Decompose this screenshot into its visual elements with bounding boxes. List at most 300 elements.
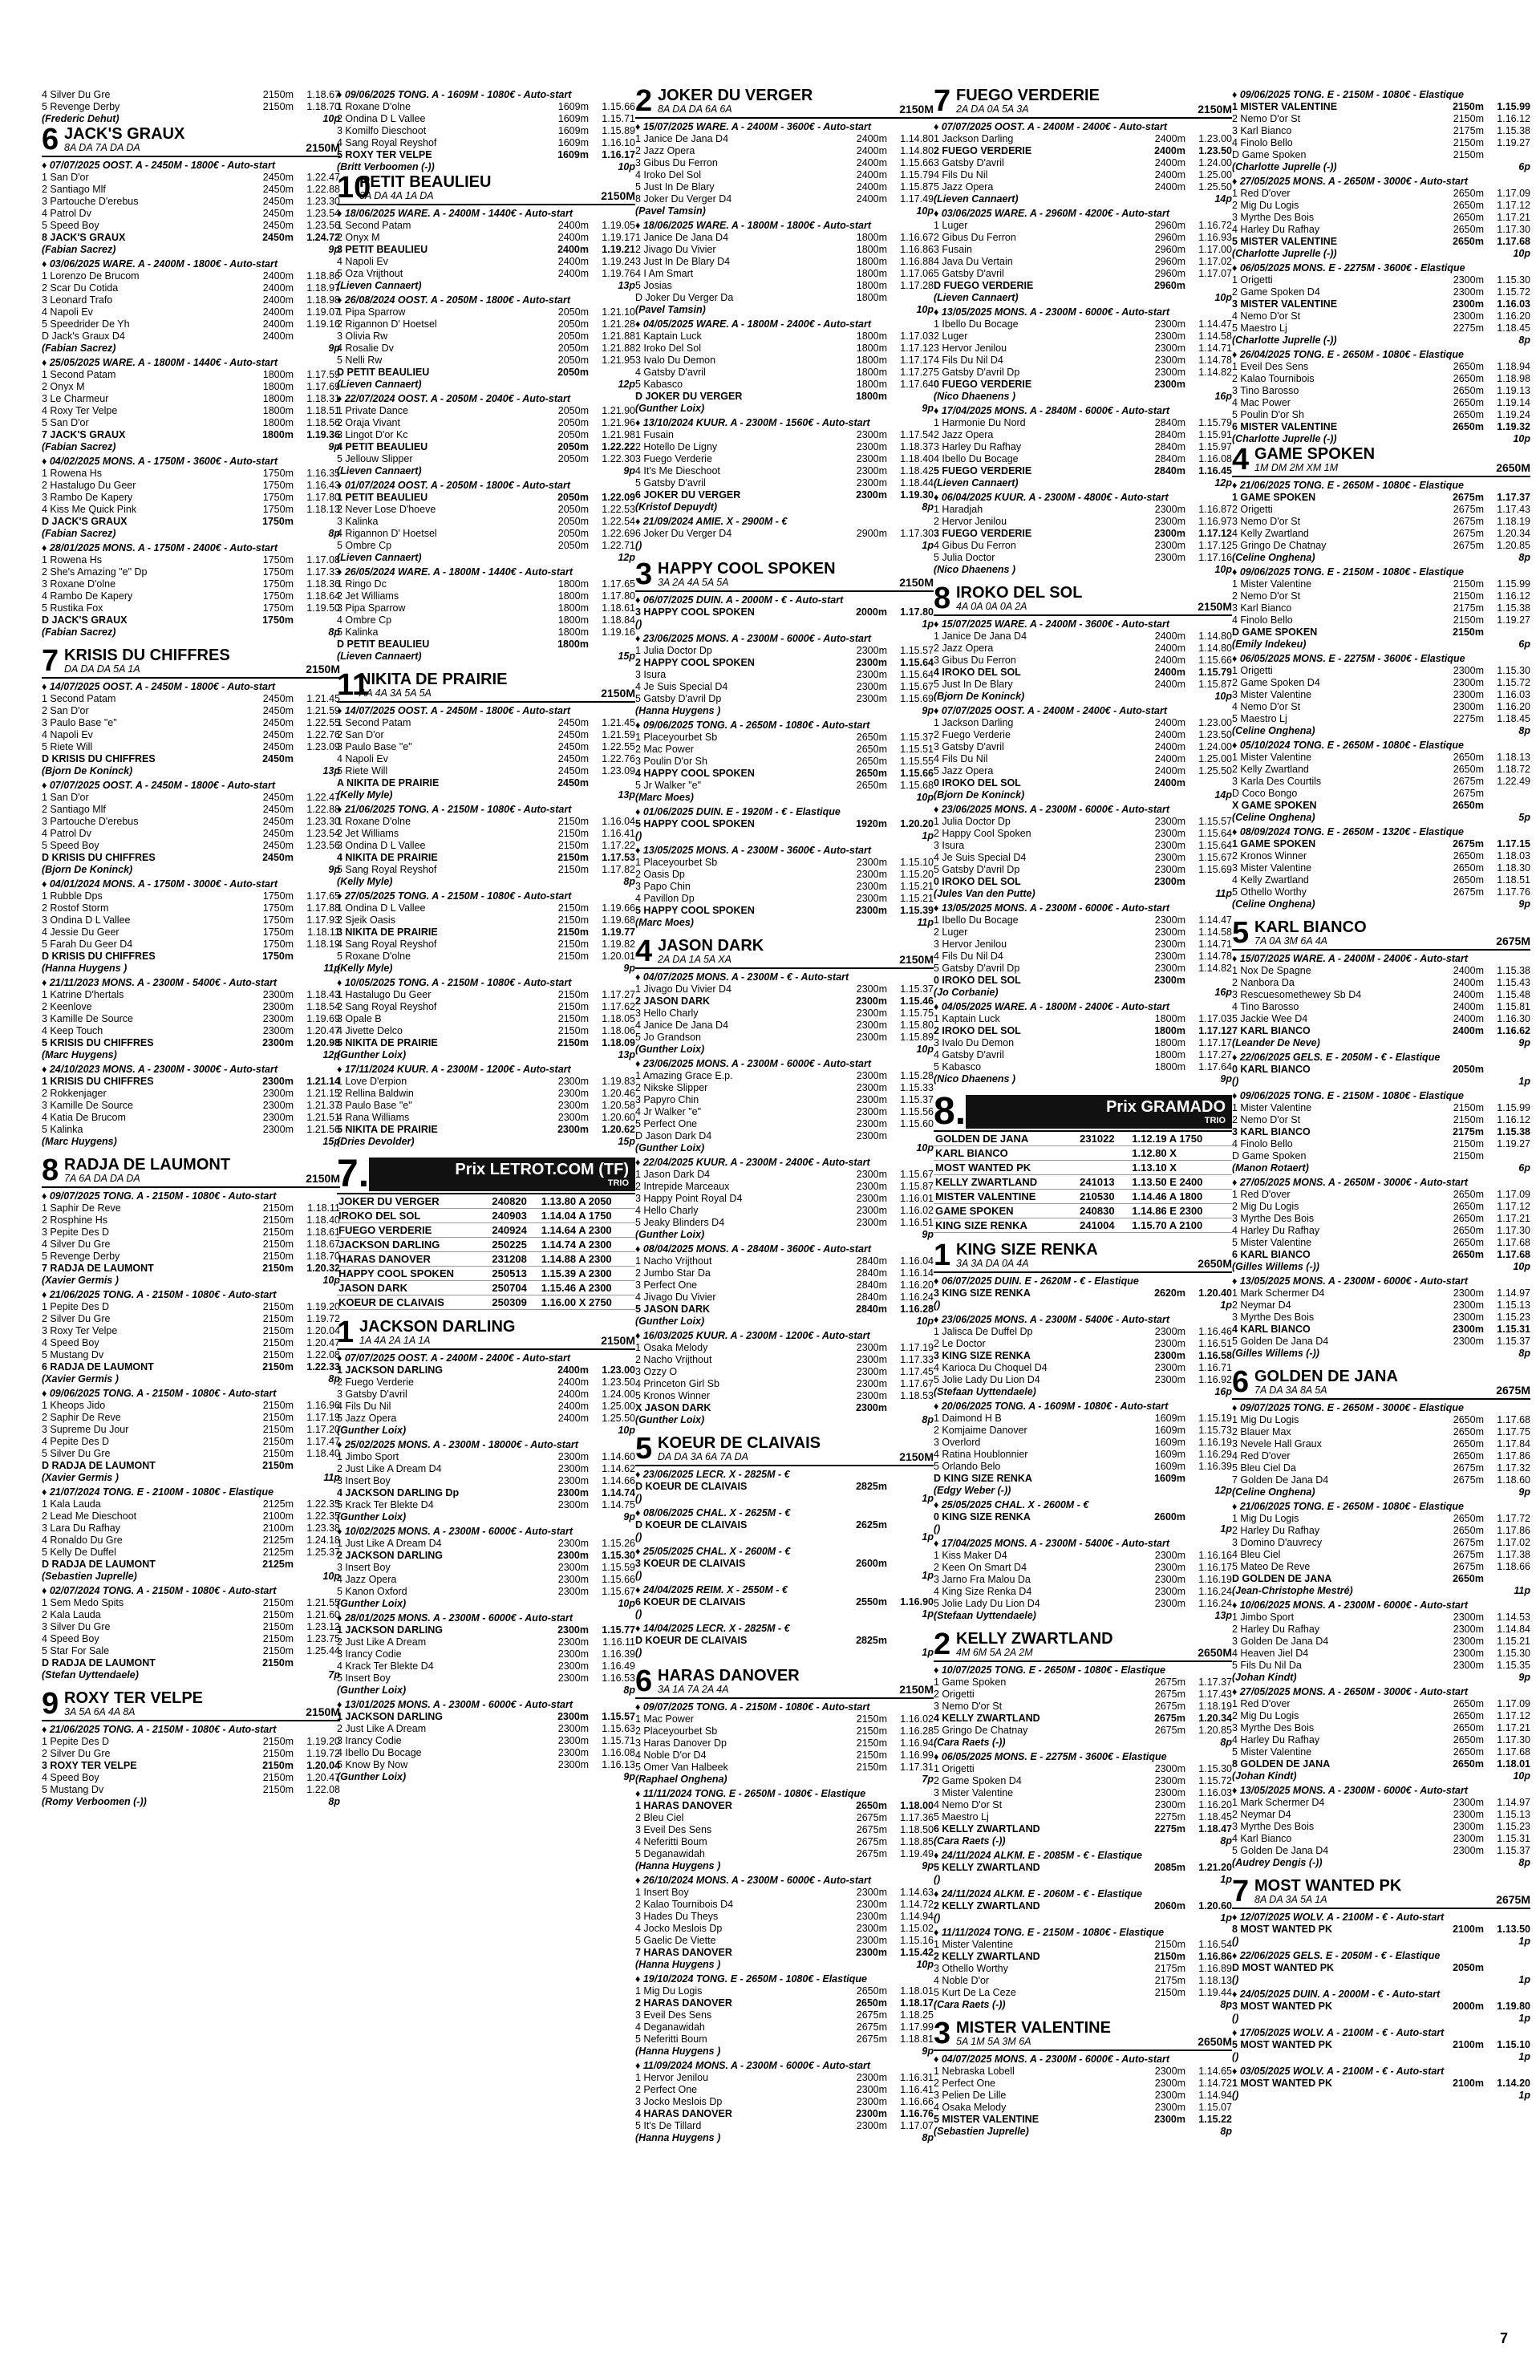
result-time: 1.19.21 — [602, 244, 635, 255]
driver-name: (Gunther Loix) — [635, 1414, 705, 1425]
result-row — [934, 453, 1232, 465]
result-row — [42, 1784, 340, 1796]
result-row — [1232, 590, 1530, 602]
result-distance: 2150m — [262, 101, 294, 112]
result-distance: 2650m — [1453, 188, 1484, 199]
result-distance: 2600m — [1154, 1511, 1185, 1522]
result-time — [887, 391, 934, 403]
result-horse: 3 Papyro Chin — [635, 1094, 699, 1105]
driver-name: (Jules Van den Putte) — [934, 888, 1035, 899]
result-time: 1.15.64 — [900, 669, 934, 680]
result-row — [934, 133, 1232, 145]
result-horse: 5 Jr Walker "e" — [635, 780, 702, 791]
race-block — [934, 1538, 1232, 1622]
result-distance: 2150m — [1453, 101, 1484, 112]
result-horse: 2 Rellina Baldwin — [337, 1088, 414, 1099]
driver-name: (Lieven Cannaert) — [337, 379, 422, 390]
result-distance: 2650m — [1453, 1201, 1484, 1212]
prize-count: 16p — [1214, 1386, 1232, 1397]
race-block — [42, 1190, 340, 1287]
result-distance: 2150m — [262, 1609, 294, 1620]
result-row — [1232, 689, 1530, 701]
result-time: 1.15.37 — [1497, 1336, 1530, 1347]
result-horse: 4 Gibus Du Ferron — [934, 540, 1016, 551]
driver-name: (Lieven Cannaert) — [337, 280, 422, 291]
driver-name: (Celine Onghena) — [1232, 552, 1315, 563]
result-time — [1484, 800, 1530, 812]
result-distance: 2300m — [856, 857, 887, 868]
race-block — [635, 1546, 934, 1582]
horse-number: 3 — [635, 557, 653, 591]
result-time: 1.17.06 — [900, 268, 934, 279]
race-header: ♦ 23/06/2025 MONS. A - 2300M - 6000€ - Auto-start — [934, 804, 1232, 816]
result-horse: 5 Jeaky Blinders D4 — [635, 1217, 725, 1228]
result-time: 1.18.13 — [1497, 752, 1530, 763]
result-row — [934, 914, 1232, 926]
result-distance: 2650m — [1453, 1414, 1484, 1425]
race-header: ♦ 09/06/2025 TONG. E - 2150M - 1080€ - Elastique — [1232, 566, 1530, 578]
result-horse: 4 Rigannon D' Hoetsel — [337, 528, 437, 539]
result-row — [934, 1939, 1232, 1951]
result-time: 1.15.79 — [1198, 667, 1232, 678]
result-row — [1232, 212, 1530, 224]
result-time: 1.16.49 — [602, 1660, 635, 1672]
result-horse: 1 Eveil Des Sens — [1232, 361, 1309, 372]
result-time: 1.15.30 — [1497, 1648, 1530, 1659]
race-header: ♦ 13/05/2025 MONS. A - 2300M - 6000€ - Auto-start — [934, 902, 1232, 914]
race-footer — [934, 691, 1232, 703]
result-distance: 2300m — [1154, 963, 1185, 974]
driver-name: (Fabian Sacrez) — [42, 441, 116, 452]
result-distance: 2100m — [1453, 2039, 1484, 2050]
driver-name: (Edgy Weber (-)) — [934, 1485, 1011, 1496]
horse-name: IROKO DEL SOL — [956, 584, 1083, 602]
result-horse: 1 Ringo Dc — [337, 578, 387, 590]
race-header: ♦ 11/11/2024 TONG. E - 2150M - 1080€ - Elastique — [934, 1927, 1232, 1939]
result-row — [42, 816, 340, 828]
horse-name: KELLY ZWARTLAND — [956, 1630, 1113, 1648]
result-row — [934, 1037, 1232, 1049]
result-row — [934, 951, 1232, 963]
result-row — [42, 1361, 340, 1373]
result-row — [635, 681, 934, 693]
result-distance: 2675m — [1453, 504, 1484, 515]
result-distance: 2675m — [1453, 492, 1484, 503]
result-time: 1.18.06 — [602, 1025, 635, 1036]
result-row — [42, 1088, 340, 1100]
race-block — [1232, 740, 1530, 824]
result-row — [337, 753, 635, 765]
race-header: ♦ 21/09/2024 AMIE. X - 2900M - € — [635, 516, 934, 528]
result-row — [934, 1425, 1232, 1437]
result-distance: 1800m — [856, 330, 887, 342]
result-horse: 5 Golden De Jana D4 — [1232, 1845, 1329, 1856]
result-time: 1.17.86 — [1497, 1450, 1530, 1462]
race-footer — [635, 1229, 934, 1241]
prize-count: 13p — [322, 765, 340, 776]
horse-number: 7 — [934, 84, 951, 118]
result-horse: 2 Game Spoken D4 — [1232, 677, 1320, 688]
result-horse: 3 Happy Point Royal D4 — [635, 1193, 743, 1204]
prix-subtitle: TRIO — [607, 1178, 629, 1188]
result-distance: 2300m — [856, 1082, 887, 1093]
result-distance: 2450m — [262, 729, 294, 740]
result-time: 1.19.80 — [1497, 2001, 1530, 2012]
result-row — [635, 1082, 934, 1094]
result-time: 1.22.55 — [602, 741, 635, 752]
race-header: ♦ 22/06/2025 GELS. E - 2050M - € - Elastique — [1232, 1950, 1530, 1962]
result-row — [934, 777, 1232, 789]
result-row — [1232, 1201, 1530, 1213]
result-horse: 7 HARAS DANOVER — [635, 1947, 732, 1958]
result-time: 1.19.14 — [1497, 397, 1530, 408]
result-row — [42, 318, 340, 330]
driver-name: (Bjorn De Koninck) — [934, 789, 1025, 801]
result-row — [1232, 298, 1530, 310]
prize-count: 13p — [618, 789, 635, 801]
result-time: 1.14.62 — [602, 1463, 635, 1474]
prix-row — [934, 1204, 1232, 1218]
result-row — [1232, 788, 1530, 800]
race-header: ♦ 25/05/2025 WARE. A - 1800M - 1440€ - Auto-start — [42, 357, 340, 369]
horse-number: 10 — [337, 171, 371, 205]
race-footer — [42, 1669, 340, 1681]
result-time: 1.17.65 — [306, 890, 340, 902]
result-horse: 5 Mustang Dv — [42, 1349, 104, 1360]
result-horse: 2 Jet Williams — [337, 590, 399, 602]
result-time: 1.15.73 — [1198, 1425, 1232, 1436]
result-horse: 5 Just In De Blary — [635, 181, 715, 193]
driver-name: (Dries Devolder) — [337, 1136, 415, 1147]
race-footer — [635, 1647, 934, 1659]
page-number: 7 — [1499, 2330, 1508, 2346]
result-horse: 2 Keen On Smart D4 — [934, 1562, 1027, 1573]
result-horse: 0 KARL BIANCO — [1232, 1064, 1311, 1075]
result-horse: 5 Omer Van Halbeek — [635, 1762, 728, 1773]
result-row — [635, 2009, 934, 2021]
result-horse: 4 Keep Touch — [42, 1025, 103, 1036]
prize-count: 9p — [1518, 1486, 1530, 1498]
result-distance: 2675m — [1453, 776, 1484, 787]
result-row — [1232, 1734, 1530, 1746]
result-time: 1.18.25 — [900, 2009, 934, 2021]
result-time: 1.19.24 — [1497, 409, 1530, 420]
result-horse: 2 Neymar D4 — [1232, 1809, 1291, 1820]
result-row — [635, 1635, 934, 1647]
result-time: 1.16.87 — [1198, 504, 1232, 515]
result-distance: 2150m — [1453, 1138, 1484, 1149]
result-row — [1232, 1797, 1530, 1809]
result-horse: 3 Mister Valentine — [1232, 689, 1312, 700]
result-row — [635, 343, 934, 355]
horse-entry — [337, 173, 635, 663]
result-row — [337, 951, 635, 963]
result-distance: 2300m — [856, 1008, 887, 1019]
result-time: 1.16.20 — [900, 1279, 934, 1291]
result-distance: 2675m — [1453, 1462, 1484, 1474]
result-time — [1484, 149, 1530, 161]
horse-entry — [635, 1434, 934, 1659]
result-distance: 2840m — [1154, 429, 1185, 440]
result-row — [1232, 310, 1530, 322]
race-footer — [337, 651, 635, 663]
result-row — [1232, 1537, 1530, 1549]
race-block — [42, 1486, 340, 1583]
result-time: 1.18.40 — [306, 1448, 340, 1459]
horse-distance: 2150M — [601, 687, 635, 699]
horse-entry — [1232, 1365, 1530, 1869]
prize-count: 12p — [322, 1049, 340, 1060]
driver-name: (Bjorn De Koninck) — [42, 864, 133, 875]
result-horse: 2 Santiago Mlf — [42, 804, 106, 815]
result-distance: 2400m — [856, 181, 887, 193]
race-footer — [42, 1472, 340, 1484]
prize-count: 10p — [1513, 1261, 1530, 1272]
race-header: ♦ 27/05/2025 MONS. A - 2650M - 3000€ - Auto-start — [1232, 1177, 1530, 1189]
result-row — [934, 379, 1232, 391]
result-row — [1232, 1698, 1530, 1710]
result-horse: 2 Origetti — [1232, 504, 1273, 515]
result-distance: 2300m — [856, 1130, 887, 1141]
result-horse: 3 Ivalo Du Demon — [934, 1037, 1015, 1048]
result-distance: 2400m — [557, 268, 589, 279]
result-row — [1232, 1513, 1530, 1525]
result-time: 1.22.88 — [306, 184, 340, 195]
result-distance: 2150m — [557, 864, 589, 875]
result-horse: 2 Sjeik Oasis — [337, 914, 395, 926]
result-time — [294, 1657, 340, 1669]
driver-name: (Stefaan Uyttendaele) — [934, 1386, 1036, 1397]
race-block — [337, 1064, 635, 1148]
result-horse: D FUEGO VERDERIE — [934, 280, 1034, 291]
result-row — [934, 1437, 1232, 1449]
result-distance: 2300m — [856, 905, 887, 916]
driver-name: (Xavier Germis ) — [42, 1275, 119, 1286]
race-block — [42, 456, 340, 540]
prix-subtitle: TRIO — [1204, 1116, 1226, 1125]
driver-name: (Romy Verboomen (-)) — [42, 1796, 147, 1807]
result-row — [1232, 578, 1530, 590]
result-time: 1.15.28 — [900, 1070, 934, 1081]
result-horse: 4 Ombre Cp — [337, 614, 392, 626]
result-horse: 1 Ibello Du Bocage — [934, 318, 1019, 330]
result-row — [1232, 1025, 1530, 1037]
result-time: 1.18.43 — [306, 989, 340, 1000]
result-row — [934, 429, 1232, 441]
result-distance: 2150m — [1154, 1939, 1185, 1950]
race-header: ♦ 26/04/2025 TONG. E - 2650M - 1080€ - Elastique — [1232, 349, 1530, 361]
result-row — [42, 208, 340, 220]
result-row — [635, 256, 934, 268]
result-horse: 3 KING SIZE RENKA — [934, 1287, 1031, 1299]
race-header: ♦ 06/07/2025 DUIN. E - 2620M - € - Elastique — [934, 1275, 1232, 1287]
race-header: ♦ 25/05/2025 CHAL. X - 2600M - € — [635, 1546, 934, 1558]
horse-name-block — [956, 1242, 1198, 1270]
result-row — [42, 184, 340, 196]
horse-distance: 2675M — [1496, 1893, 1530, 1906]
result-horse: 5 Jazz Opera — [337, 1413, 397, 1424]
result-horse: 2 Le Doctor — [934, 1338, 986, 1349]
result-distance: 2300m — [262, 1112, 294, 1123]
result-row — [635, 1205, 934, 1217]
result-time: 1.17.37 — [1198, 1677, 1232, 1688]
result-time: 1.25.50 — [1198, 181, 1232, 193]
result-time: 1.17.19 — [900, 1342, 934, 1353]
race-block — [42, 258, 340, 355]
race-footer — [934, 1999, 1232, 2011]
result-row — [42, 282, 340, 294]
result-row — [42, 1510, 340, 1522]
prize-count: 1p — [922, 1570, 934, 1581]
result-distance: 2300m — [262, 1124, 294, 1135]
prize-count: 10p — [1513, 433, 1530, 444]
result-row — [934, 1461, 1232, 1473]
race-footer — [337, 161, 635, 173]
result-time: 1.16.58 — [1198, 1350, 1232, 1361]
horse-number: 6 — [1232, 1365, 1250, 1399]
result-horse: D Game Spoken — [1232, 1150, 1307, 1162]
result-row — [1232, 1624, 1530, 1636]
result-horse: 4 Finolo Bello — [1232, 1138, 1293, 1149]
result-distance: 1800m — [262, 417, 294, 428]
result-horse: 2 Ondina D L Vallee — [337, 113, 426, 124]
result-horse: 1 Kaptain Luck — [934, 1013, 1000, 1024]
race-header: ♦ 22/04/2025 KUUR. A - 2300M - 2400€ - Auto-start — [635, 1157, 934, 1169]
result-horse: D KRISIS DU CHIFFRES — [42, 852, 156, 863]
horse-number: 1 — [934, 1239, 951, 1272]
result-horse: 2 Jumbo Star Da — [635, 1267, 711, 1279]
result-horse: 3 Partouche D'erebus — [42, 816, 139, 827]
result-row — [337, 1759, 635, 1771]
result-distance: 2300m — [856, 1193, 887, 1204]
result-row — [635, 2120, 934, 2132]
result-time — [1185, 975, 1232, 987]
result-horse: 5 Deganawidah — [635, 1848, 705, 1859]
result-distance: 2300m — [856, 1887, 887, 1898]
result-horse: 1 HARAS DANOVER — [635, 1800, 732, 1811]
result-row — [934, 1951, 1232, 1963]
result-time: 1.15.48 — [1497, 989, 1530, 1000]
result-horse: 5 Jackie Wee D4 — [1232, 1013, 1308, 1024]
horse-entry — [934, 84, 1232, 576]
result-horse: 5 Gatsby D'avril — [934, 268, 1004, 279]
result-time: 1.14.75 — [602, 1499, 635, 1510]
result-horse: D MOST WANTED PK — [1232, 1962, 1335, 1973]
result-row — [934, 753, 1232, 765]
result-distance: 2300m — [557, 1550, 589, 1561]
result-time — [1484, 1962, 1530, 1974]
horse-distance: 2150M — [306, 663, 340, 675]
result-distance: 2300m — [1154, 1574, 1185, 1585]
horse-name-block — [1254, 446, 1496, 474]
result-row — [934, 765, 1232, 777]
horse-header — [635, 84, 934, 119]
result-row — [42, 1547, 340, 1559]
result-distance: 2650m — [1453, 200, 1484, 211]
prix-number: 8. — [934, 1090, 967, 1133]
result-time: 1.19.69 — [306, 1013, 340, 1024]
result-time: 1.16.41 — [602, 828, 635, 839]
prix-cell: 240820 — [490, 1194, 539, 1209]
result-distance: 2300m — [1154, 1362, 1185, 1373]
result-horse: 2 Santiago Mlf — [42, 184, 106, 195]
result-distance: 2300m — [856, 1032, 887, 1043]
result-distance: 2450m — [557, 777, 589, 789]
result-row — [42, 1597, 340, 1609]
result-distance: 2300m — [1154, 1787, 1185, 1798]
result-horse: 1 Ondina D L Vallee — [337, 902, 426, 914]
result-distance: 2840m — [856, 1279, 887, 1291]
result-row — [42, 1412, 340, 1424]
horse-entry — [42, 1689, 340, 1808]
result-distance: 1800m — [856, 268, 887, 279]
result-time: 1.22.30 — [602, 453, 635, 464]
result-horse: 3 Hello Charly — [635, 1008, 699, 1019]
result-horse: 4 Heaven Jiel D4 — [1232, 1648, 1309, 1659]
result-row — [934, 169, 1232, 181]
result-horse: 3 Myrthe Des Bois — [1232, 212, 1315, 223]
race-footer — [934, 1737, 1232, 1749]
result-row — [337, 1660, 635, 1672]
result-distance: 2675m — [1453, 838, 1484, 849]
result-distance: 2300m — [1154, 528, 1185, 539]
result-horse: 2 Jazz Opera — [934, 429, 994, 440]
result-horse: 3 Lara Du Rafhay — [42, 1522, 120, 1534]
result-horse: 1 Pepite Des D — [42, 1301, 110, 1312]
result-distance: 2400m — [557, 1389, 589, 1400]
result-time: 1.18.05 — [602, 1013, 635, 1024]
result-horse: 1 Pepite Des D — [42, 1736, 110, 1747]
driver-name: (Fabian Sacrez) — [42, 343, 116, 354]
result-time: 1.17.72 — [1497, 1513, 1530, 1524]
result-horse: D Joker Du Verger Da — [635, 292, 734, 303]
result-distance: 2300m — [262, 1025, 294, 1036]
result-time: 1.18.03 — [1497, 850, 1530, 862]
result-distance: 2650m — [1453, 850, 1484, 862]
result-distance: 1800m — [856, 280, 887, 291]
prix-cell: MOST WANTED PK — [934, 1161, 1078, 1175]
result-row — [934, 1987, 1232, 1999]
result-row — [635, 1725, 934, 1737]
result-time: 1.21.95 — [602, 355, 635, 366]
race-header: ♦ 24/10/2023 MONS. A - 2300M - 3000€ - Auto-start — [42, 1064, 340, 1076]
result-distance: 2125m — [262, 1547, 294, 1558]
result-horse: 2 FUEGO VERDERIE — [934, 145, 1032, 156]
result-time: 1.17.12 — [1198, 540, 1232, 551]
result-time: 1.16.31 — [900, 2072, 934, 2083]
horse-name: KING SIZE RENKA — [956, 1241, 1098, 1259]
result-time: 1.17.54 — [900, 429, 934, 440]
race-header: ♦ 22/06/2025 GELS. E - 2050M - € - Elastique — [1232, 1052, 1530, 1064]
driver-name: (Cara Raets (-)) — [934, 1999, 1006, 2010]
result-time: 1.15.67 — [602, 1586, 635, 1597]
horse-number: 3 — [934, 2017, 951, 2050]
driver-name: (Manon Rotaert) — [1232, 1162, 1309, 1174]
horse-name: JOKER DU VERGER — [658, 87, 813, 104]
result-time: 1.15.10 — [900, 857, 934, 868]
result-horse: 3 Jarno Fra Malou Da — [934, 1574, 1031, 1585]
result-row — [42, 172, 340, 184]
result-distance: 1800m — [557, 578, 589, 590]
horse-header — [635, 1434, 934, 1466]
result-distance: 2300m — [1154, 504, 1185, 515]
race-footer — [42, 765, 340, 777]
result-row — [337, 1538, 635, 1550]
horse-form: 8A DA DA 6A 6A — [658, 103, 732, 115]
driver-name: (Lieven Cannaert) — [337, 465, 422, 476]
horse-entry — [337, 668, 635, 1148]
race-footer — [1232, 812, 1530, 824]
